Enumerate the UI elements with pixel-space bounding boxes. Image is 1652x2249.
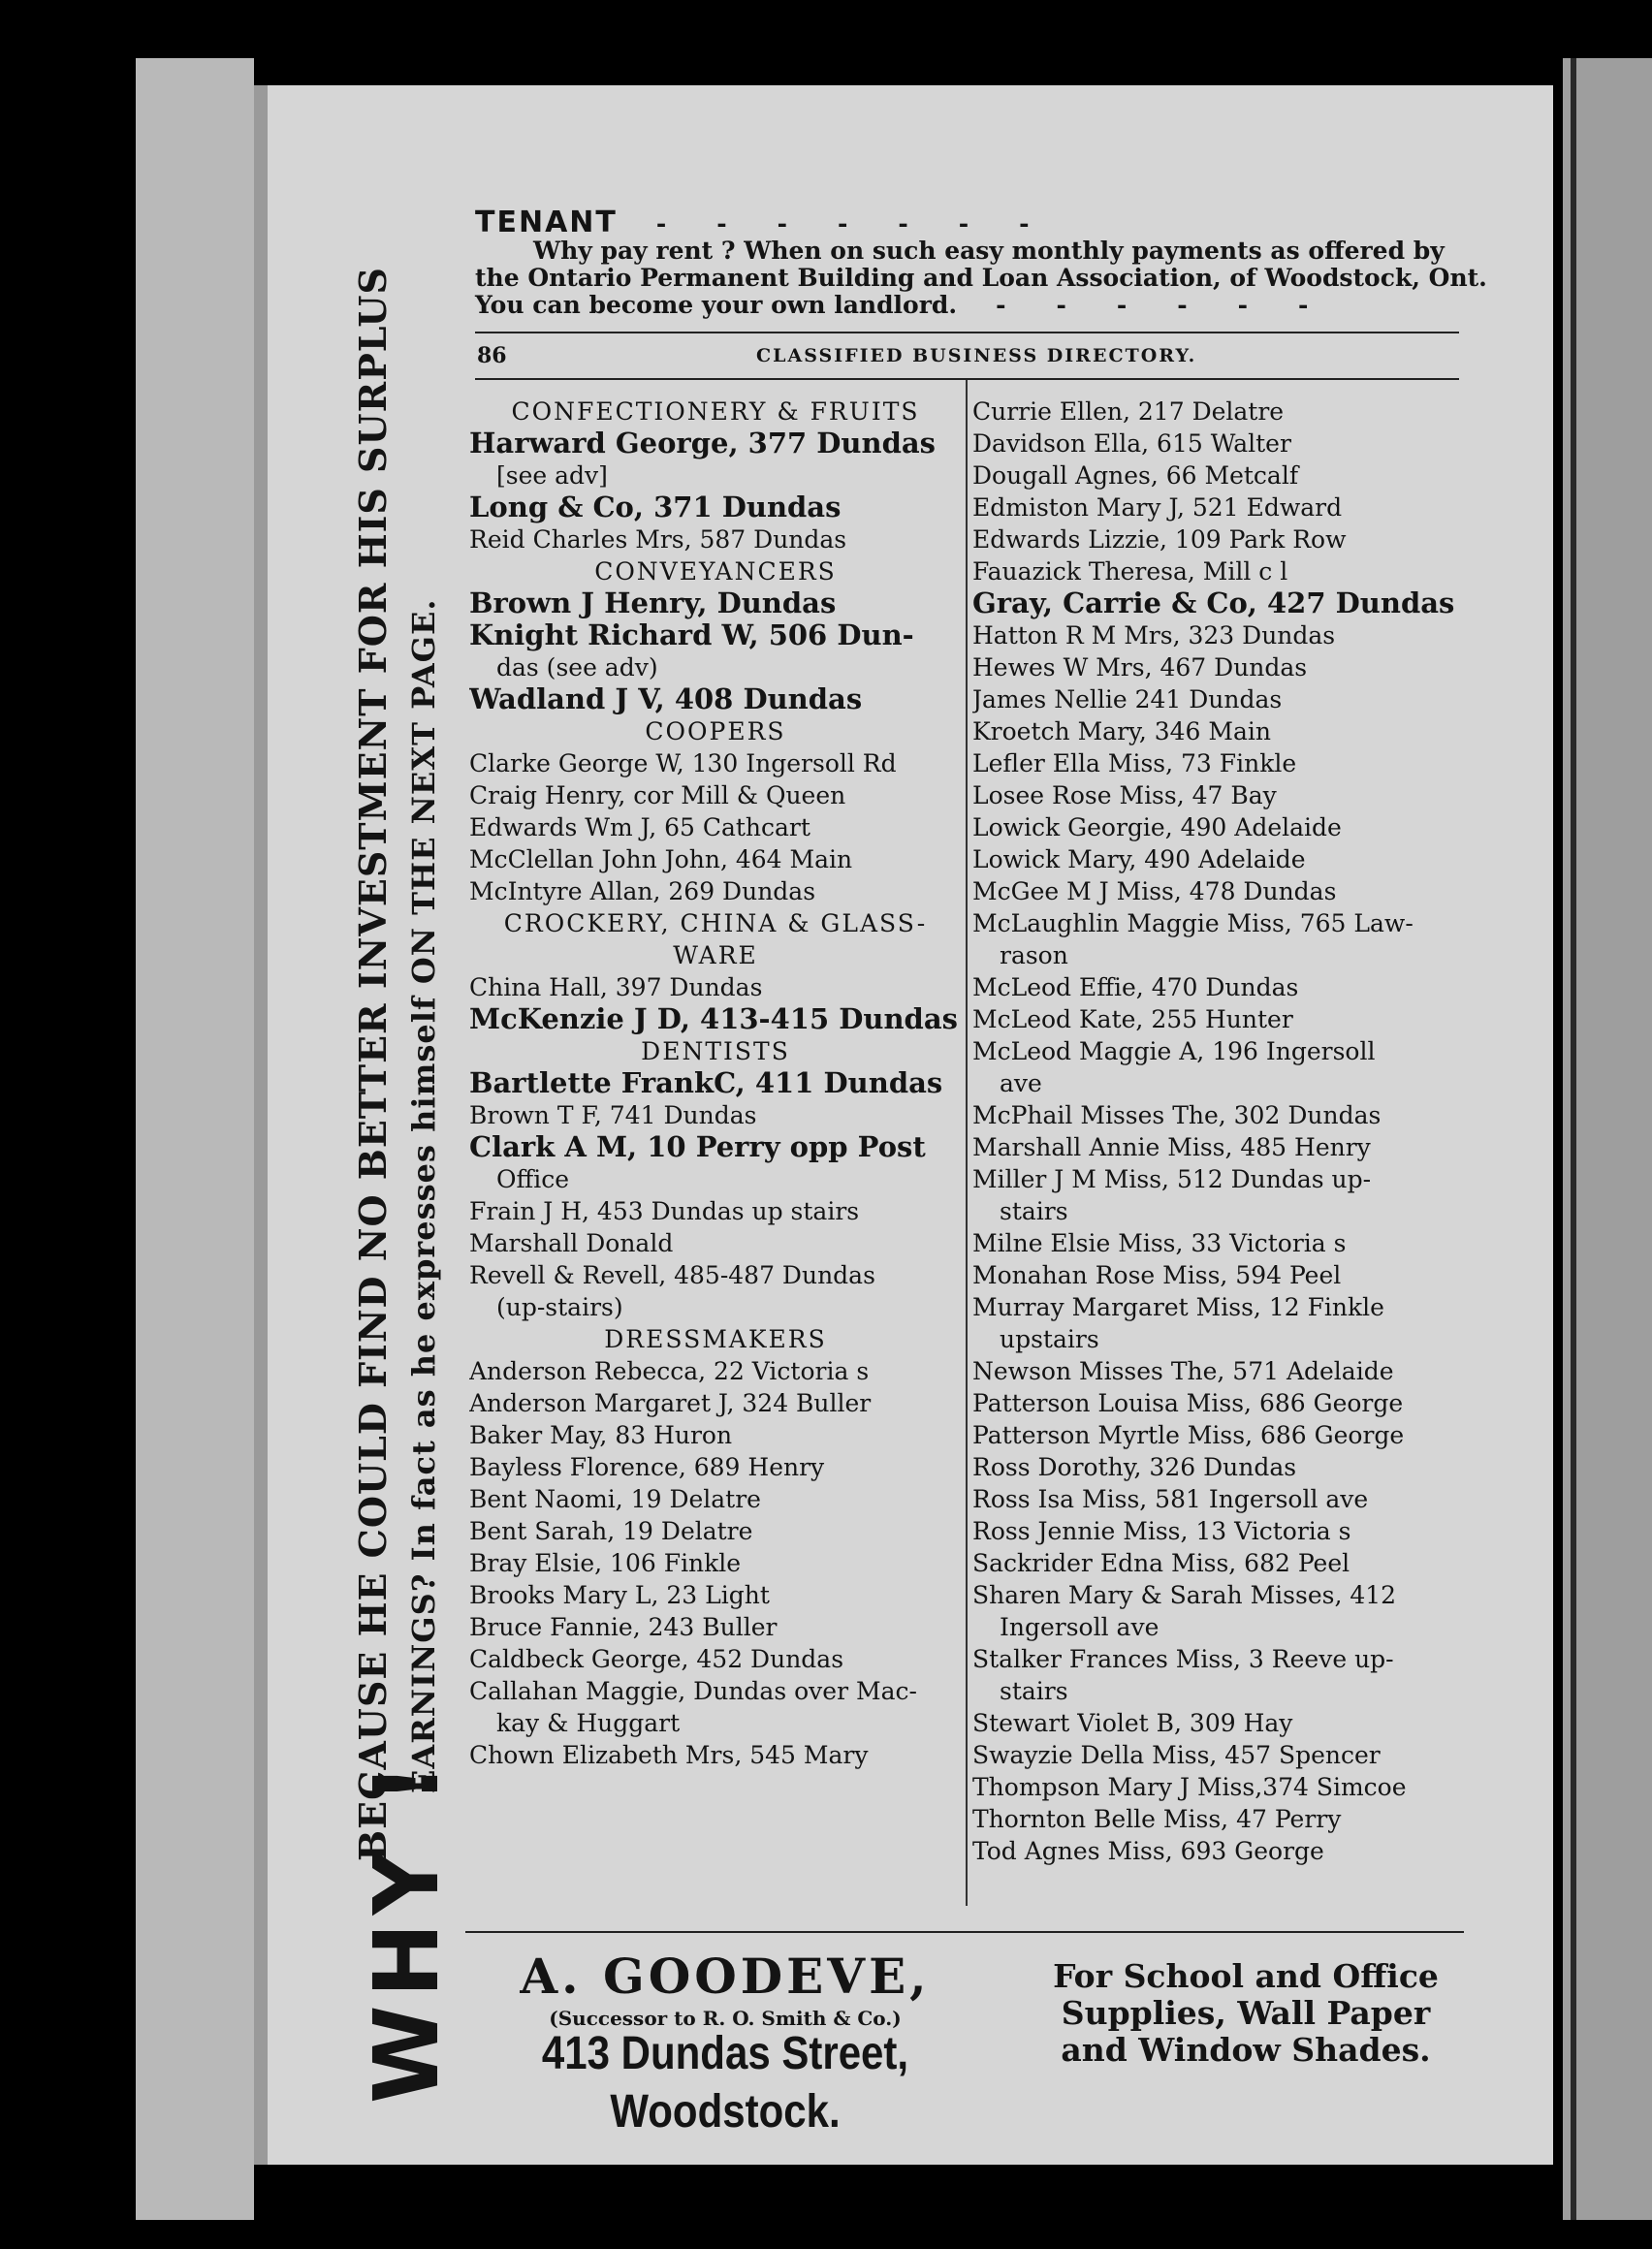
directory-entry: China Hall, 397 Dundas bbox=[469, 973, 763, 1001]
directory-entry: McLeod Kate, 255 Hunter bbox=[972, 1005, 1293, 1033]
directory-entry: McGee M J Miss, 478 Dundas bbox=[972, 877, 1337, 905]
directory-entry: Tod Agnes Miss, 693 George bbox=[972, 1837, 1324, 1865]
directory-entry: Harward George, 377 Dundas bbox=[469, 428, 936, 459]
directory-entry: Dougall Agnes, 66 Metcalf bbox=[972, 461, 1299, 490]
directory-entry: Stalker Frances Miss, 3 Reeve up- bbox=[972, 1645, 1394, 1673]
directory-entry: Long & Co, 371 Dundas bbox=[469, 491, 842, 523]
directory-entry: Ross Dorothy, 326 Dundas bbox=[972, 1453, 1297, 1481]
directory-entry: Newson Misses The, 571 Adelaide bbox=[972, 1357, 1394, 1385]
directory-entry: Gray, Carrie & Co, 427 Dundas bbox=[972, 587, 1455, 619]
column-divider bbox=[966, 380, 968, 1906]
right-column bbox=[972, 396, 1467, 1867]
directory-entry: Lefler Ella Miss, 73 Finkle bbox=[972, 749, 1297, 777]
directory-entry: ave bbox=[1000, 1069, 1042, 1097]
category-heading: DENTISTS bbox=[641, 1037, 790, 1065]
directory-entry: Monahan Rose Miss, 594 Peel bbox=[972, 1261, 1342, 1289]
advertiser-address: 413 Dundas Street, Woodstock. bbox=[541, 2026, 909, 2138]
directory-entry: Clark A M, 10 Perry opp Post bbox=[469, 1131, 926, 1163]
directory-entry: Hewes W Mrs, 467 Dundas bbox=[972, 653, 1308, 681]
directory-entry: upstairs bbox=[1000, 1325, 1099, 1353]
directory-entry: Wadland J V, 408 Dundas bbox=[469, 683, 863, 715]
directory-entry: McLeod Effie, 470 Dundas bbox=[972, 973, 1299, 1001]
directory-entry: McIntyre Allan, 269 Dundas bbox=[469, 877, 816, 905]
directory-entry: Ingersoll ave bbox=[1000, 1613, 1160, 1641]
directory-entry: Losee Rose Miss, 47 Bay bbox=[972, 781, 1277, 809]
tenant-line-3: You can become your own landlord. bbox=[475, 291, 958, 319]
directory-entry: Swayzie Della Miss, 457 Spencer bbox=[972, 1741, 1381, 1769]
tenant-line-2: the Ontario Permanent Building and Loan Association, of Woodstock, Ont. bbox=[475, 264, 1487, 292]
directory-entry: Knight Richard W, 506 Dun- bbox=[469, 619, 914, 651]
why-heading: WHY ! bbox=[355, 1755, 459, 2104]
directory-entry: Caldbeck George, 452 Dundas bbox=[469, 1645, 844, 1673]
directory-entry: Marshall Annie Miss, 485 Henry bbox=[972, 1133, 1371, 1161]
directory-entry: Anderson Margaret J, 324 Buller bbox=[469, 1389, 872, 1417]
tenant-line-1: Why pay rent ? When on such easy monthly payments as offered by bbox=[533, 237, 1445, 265]
directory-entry: Patterson Myrtle Miss, 686 George bbox=[972, 1421, 1405, 1449]
side-banner-line-2: EARNINGS? In fact as he expresses himself ON THE NEXT PAGE. bbox=[405, 598, 442, 1793]
directory-entry: McLaughlin Maggie Miss, 765 Law- bbox=[972, 909, 1414, 937]
directory-entry: McClellan John John, 464 Main bbox=[469, 845, 853, 873]
directory-entry: Bayless Florence, 689 Henry bbox=[469, 1453, 825, 1481]
directory-entry: Sharen Mary & Sarah Misses, 412 bbox=[972, 1581, 1397, 1609]
directory-entry: Ross Jennie Miss, 13 Victoria s bbox=[972, 1517, 1351, 1545]
directory-entry: Hatton R M Mrs, 323 Dundas bbox=[972, 621, 1336, 649]
directory-entry: Callahan Maggie, Dundas over Mac- bbox=[469, 1677, 917, 1705]
directory-entry: Edwards Lizzie, 109 Park Row bbox=[972, 525, 1347, 554]
category-heading: CROCKERY, CHINA & GLASS- bbox=[503, 909, 928, 937]
directory-entry: Frain J H, 453 Dundas up stairs bbox=[469, 1197, 860, 1225]
directory-entry: Bray Elsie, 106 Finkle bbox=[469, 1549, 742, 1577]
running-head bbox=[475, 332, 1459, 380]
directory-entry: Ross Isa Miss, 581 Ingersoll ave bbox=[972, 1485, 1369, 1513]
directory-entry: Currie Ellen, 217 Delatre bbox=[972, 397, 1285, 426]
side-banner-line-1: BECAUSE HE COULD FIND NO BETTER INVESTMENT FOR HIS SURPLUS bbox=[351, 266, 395, 1861]
directory-entry: [see adv] bbox=[496, 461, 608, 490]
bottom-rule bbox=[465, 1931, 1464, 1933]
page-number: 86 bbox=[477, 343, 507, 368]
directory-entry: Office bbox=[496, 1165, 570, 1193]
directory-entry: Thompson Mary J Miss,374 Simcoe bbox=[972, 1773, 1407, 1801]
directory-entry: Bruce Fannie, 243 Buller bbox=[469, 1613, 778, 1641]
directory-entry: das (see adv) bbox=[496, 653, 658, 681]
directory-entry: Davidson Ella, 615 Walter bbox=[972, 429, 1291, 458]
directory-entry: rason bbox=[1000, 941, 1068, 969]
directory-entry: Anderson Rebecca, 22 Victoria s bbox=[469, 1357, 870, 1385]
category-heading: CONFECTIONERY & FRUITS bbox=[511, 397, 920, 426]
directory-entry: Thornton Belle Miss, 47 Perry bbox=[972, 1805, 1342, 1833]
directory-entry: stairs bbox=[1000, 1197, 1068, 1225]
category-heading: WARE bbox=[673, 941, 758, 969]
category-heading: DRESSMAKERS bbox=[604, 1325, 827, 1353]
book-edge bbox=[136, 58, 254, 2220]
directory-entry: Sackrider Edna Miss, 682 Peel bbox=[972, 1549, 1350, 1577]
directory-entry: (up-stairs) bbox=[496, 1293, 623, 1321]
category-heading: COOPERS bbox=[645, 717, 786, 745]
supplies-line-1: For School and Office bbox=[1053, 1957, 1439, 1995]
directory-entry: McKenzie J D, 413-415 Dundas bbox=[469, 1003, 958, 1035]
leader-dots: ------- bbox=[655, 209, 1080, 238]
leader-dots: ------ bbox=[996, 291, 1359, 319]
supplies-line-3: and Window Shades. bbox=[1061, 2031, 1431, 2069]
directory-entry: Bent Naomi, 19 Delatre bbox=[469, 1485, 761, 1513]
advertiser-successor: (Successor to R. O. Smith & Co.) bbox=[549, 2007, 902, 2030]
directory-entry: kay & Huggart bbox=[496, 1709, 681, 1737]
directory-entry: Kroetch Mary, 346 Main bbox=[972, 717, 1271, 745]
directory-entry: Stewart Violet B, 309 Hay bbox=[972, 1709, 1293, 1737]
category-heading: CONVEYANCERS bbox=[594, 557, 837, 586]
directory-entry: Clarke George W, 130 Ingersoll Rd bbox=[469, 749, 897, 777]
directory-entry: Brown T F, 741 Dundas bbox=[469, 1101, 757, 1129]
directory-entry: Bent Sarah, 19 Delatre bbox=[469, 1517, 753, 1545]
directory-entry: Craig Henry, cor Mill & Queen bbox=[469, 781, 846, 809]
directory-entry: Bartlette FrankC, 411 Dundas bbox=[469, 1067, 943, 1099]
directory-entry: Reid Charles Mrs, 587 Dundas bbox=[469, 525, 847, 554]
directory-entry: Marshall Donald bbox=[469, 1229, 674, 1257]
directory-entry: Baker May, 83 Huron bbox=[469, 1421, 733, 1449]
supplies-line-2: Supplies, Wall Paper bbox=[1061, 1994, 1431, 2032]
directory-entry: James Nellie 241 Dundas bbox=[972, 685, 1283, 713]
directory-entry: Edmiston Mary J, 521 Edward bbox=[972, 493, 1343, 522]
running-title: CLASSIFIED BUSINESS DIRECTORY. bbox=[756, 345, 1197, 366]
tenant-heading: TENANT bbox=[475, 206, 618, 239]
directory-entry: McPhail Misses The, 302 Dundas bbox=[972, 1101, 1382, 1129]
directory-entry: Lowick Georgie, 490 Adelaide bbox=[972, 813, 1342, 841]
directory-entry: McLeod Maggie A, 196 Ingersoll bbox=[972, 1037, 1376, 1065]
directory-entry: Patterson Louisa Miss, 686 George bbox=[972, 1389, 1404, 1417]
directory-entry: Edwards Wm J, 65 Cathcart bbox=[469, 813, 810, 841]
directory-entry: Lowick Mary, 490 Adelaide bbox=[972, 845, 1306, 873]
advertiser-name: A. GOODEVE, bbox=[520, 1948, 931, 2005]
facing-page-edge bbox=[1563, 58, 1652, 2220]
directory-entry: Fauazick Theresa, Mill c l bbox=[972, 557, 1288, 586]
directory-entry: Miller J M Miss, 512 Dundas up- bbox=[972, 1165, 1372, 1193]
directory-entry: stairs bbox=[1000, 1677, 1068, 1705]
directory-entry: Brooks Mary L, 23 Light bbox=[469, 1581, 770, 1609]
side-banner bbox=[349, 174, 485, 2104]
goodeve-advertisement bbox=[463, 1948, 987, 2138]
directory-entry: Brown J Henry, Dundas bbox=[469, 587, 837, 619]
directory-entry: Milne Elsie Miss, 33 Victoria s bbox=[972, 1229, 1347, 1257]
directory-entry: Revell & Revell, 485-487 Dundas bbox=[469, 1261, 875, 1289]
directory-entry: Chown Elizabeth Mrs, 545 Mary bbox=[469, 1741, 869, 1769]
tenant-advertisement bbox=[475, 206, 1487, 319]
supplies-advertisement bbox=[1018, 1958, 1474, 2069]
left-column bbox=[469, 396, 962, 1771]
directory-entry: Murray Margaret Miss, 12 Finkle bbox=[972, 1293, 1384, 1321]
